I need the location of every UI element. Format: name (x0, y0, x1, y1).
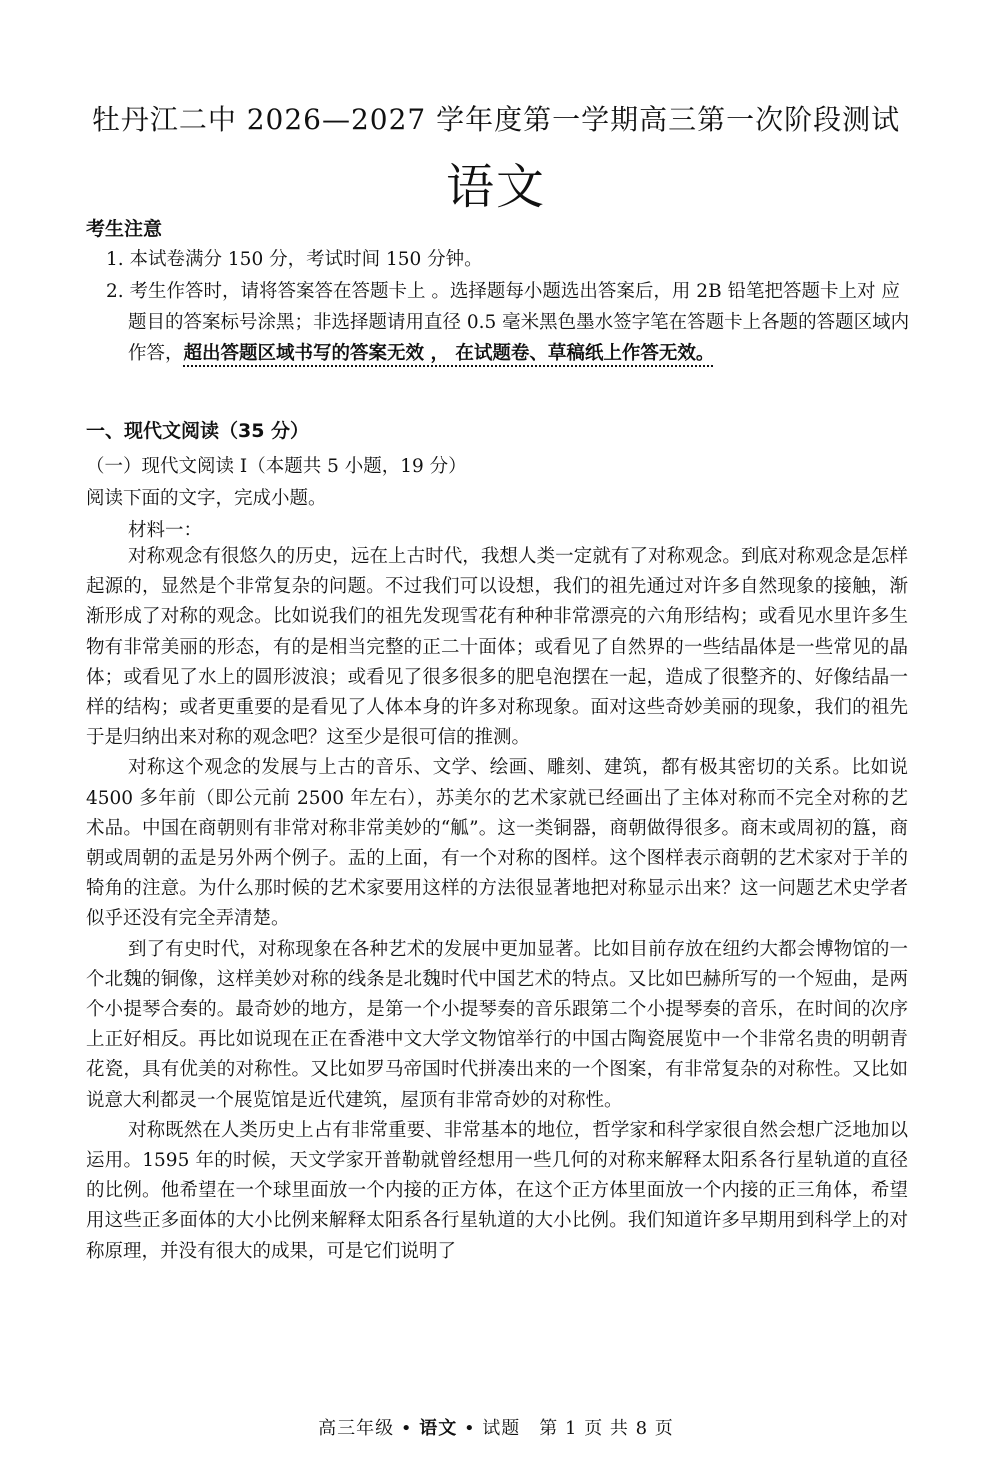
footer-suffix: • 试题 第 1 页 共 8 页 (457, 1418, 674, 1439)
notice-item-2-body (106, 276, 912, 369)
paragraph-3: 到了有史时代，对称现象在各种艺术的发展中更加显著。比如目前存放在纽约大都会博物馆的一个北魏的铜像，这样美妙对称的线条是北魏时代中国艺术的特点。又比如巴赫所写的一个短曲，是两个小提琴合奏的。最奇妙的地方，是第一个小提琴奏的音乐跟第二个小提琴奏的音乐，在时间的次序上正好相反。再比如说现在正在香港中文大学文物馆举行的中国古陶瓷展览中一个非常名贵的明朝青花瓷，具有优美的对称性。又比如罗马帝国时代拼凑出来的一个图案，有非常复杂的对称性。又比如说意大利都灵一个展览馆是近代建筑，屋顶有非常奇妙的对称性。 (86, 938, 908, 1111)
section-subheading: （一）现代文阅读 I（本题共 5 小题，19 分） (86, 456, 467, 477)
paragraph-2: 对称这个观念的发展与上古的音乐、文学、绘画、雕刻、建筑，都有极其密切的关系。比如说 4500 多年前（即公元前 2500 年左右），苏美尔的艺术家就已经画出了主体对称而不完全对称的艺术品。中国在商朝则有非常对称非常美妙的“觚”。这一类铜器，商朝做得很多。商末或周初的簋，商朝或周朝的盂是另外两个例子。盂的上面，有一个对称的图样。这个图样表示商朝的艺术家对于羊的犄角的注意。为什么那时候的艺术家要用这样的方法很显著地把对称显示出来？这一问题艺术史学者似乎还没有完全弄清楚。 (86, 757, 908, 930)
reading-instruction: 阅读下面的文字，完成小题。 (86, 488, 327, 509)
notice-item-2 (106, 276, 912, 369)
paragraph-4: 对称既然在人类历史上占有非常重要、非常基本的地位，哲学家和科学家很自然会想广泛地加以运用。1595 年的时候，天文学家开普勒就曾经想用一些几何的对称来解释太阳系各行星轨道的直径的比例。他希望在一个球里面放一个内接的正方体，在这个正方体里面放一个内接的正三角体，希望用这些正多面体的大小比例来解释太阳系各行星轨道的大小比例。我们知道许多早期用到科学上的对称原理，并没有很大的成果，可是它们说明了 (86, 1119, 908, 1262)
notice-item-2-text: 2. 考生作答时，请将答案答在答题卡上 。选择题每小题选出答案后，用 2B 铅笔把答题卡上对 应题目的答案标号涂黑；非选择题请用直径 0.5 毫米黑色墨水签字笔在答题卡上各题的答题区域内作答， (106, 281, 910, 364)
subject-title: 语文 (445, 159, 546, 215)
material-text (86, 542, 908, 1267)
footer-subject: 语文 (419, 1418, 458, 1439)
notice-heading: 考生注意 (86, 218, 163, 240)
footer-prefix: 高三年级 • (318, 1418, 420, 1439)
page-footer (0, 1414, 992, 1440)
notice-item-2-emphasis: 超出答题区域书写的答案无效 ， 在试题卷、草稿纸上作答无效。 (183, 343, 715, 364)
paragraph-1: 对称观念有很悠久的历史，远在上古时代，我想人类一定就有了对称观念。到底对称观念是怎样起源的，显然是个非常复杂的问题。不过我们可以设想，我们的祖先通过对许多自然现象的接触，渐渐形成了对称的观念。比如说我们的祖先发现雪花有种种非常漂亮的六角形结构；或看见水里许多生物有非常美丽的形态，有的是相当完整的正二十面体；或看见了自然界的一些结晶体是一些常见的晶体；或看见了水上的圆形波浪；或看见了很多很多的肥皂泡摆在一起，造成了很整齐的、好像结晶一样的结构；或者更重要的是看见了人体本身的许多对称现象。面对这些奇妙美丽的现象，我们的祖先于是归纳出来对称的观念吧？这至少是很可信的推测。 (86, 546, 908, 749)
material-label: 材料一： (128, 520, 203, 541)
exam-title: 牡丹江二中 2026—2027 学年度第一学期高三第一次阶段测试 (91, 103, 901, 136)
notice-item-1: 1. 本试卷满分 150 分，考试时间 150 分钟。 (106, 249, 483, 270)
section-heading: 一、现代文阅读（35 分） (86, 420, 310, 442)
